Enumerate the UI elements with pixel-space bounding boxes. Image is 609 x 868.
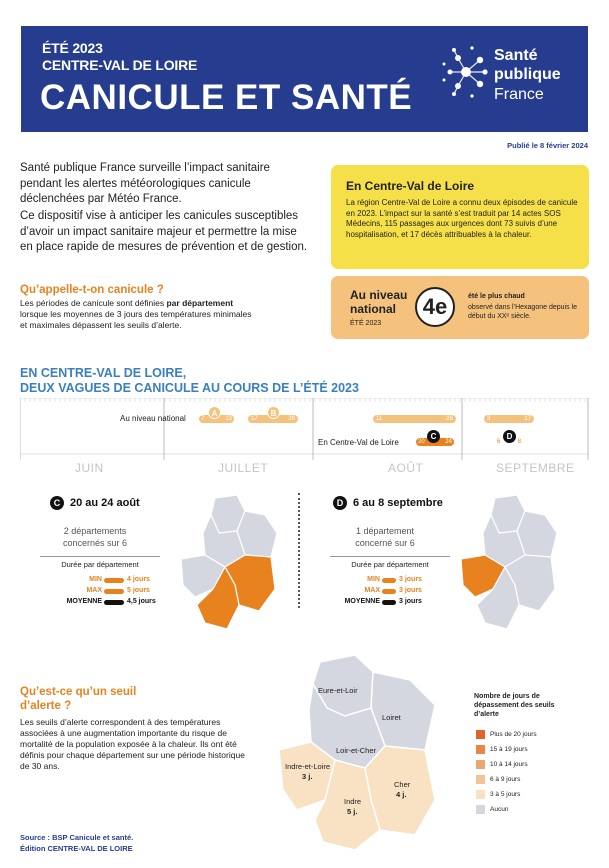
map-label-eure-et-loir: Eure-et-Loir — [318, 686, 358, 695]
month-juin: JUIN — [75, 461, 104, 475]
national-text: observé dans l’Hexagone depuis le début du XXᵉ siècle. — [468, 304, 577, 320]
source-line2: Édition CENTRE-VAL DE LOIRE — [20, 844, 133, 853]
page-title: CANICULE ET SANTÉ — [40, 78, 413, 117]
legend-swatch — [476, 790, 485, 799]
map-label-indre-et-loire: Indre-et-Loire — [285, 762, 331, 771]
wave-c-max-label: MAX — [86, 587, 102, 594]
source-line1: Source : BSP Canicule et santé. — [20, 833, 134, 842]
wave-c-avg-label: MOYENNE — [66, 598, 102, 605]
period-d-start: 6 — [497, 439, 501, 445]
wave-c-duration-title: Durée par département — [61, 560, 139, 569]
legend-swatch — [476, 805, 485, 814]
wave-d-sub1: 1 département — [355, 526, 415, 536]
national-text-bold: été le plus chaud — [468, 293, 525, 300]
intro-paragraph-1: Santé publique France surveille l’impact sanitaire pendant les alertes météorologiques canicule déclenchées par Météo France. — [20, 162, 270, 205]
region-summary-title: En Centre-Val de Loire — [346, 179, 475, 193]
map-days-indre-et-loire: 3 j. — [302, 772, 313, 781]
wave-d-avg-label: MOYENNE — [344, 598, 380, 605]
logo-text-line3: France — [494, 86, 544, 103]
seuil-title-1: Qu’est-ce qu’un seuil — [20, 686, 137, 698]
national-line1: Au niveau — [350, 288, 408, 302]
wave-d-divider — [330, 556, 450, 557]
wave-c-divider — [40, 556, 160, 557]
wave-d-badge: D — [333, 496, 347, 510]
wave-c-avg-value: 4,5 jours — [127, 598, 156, 605]
period-sep-end: 17 — [524, 416, 531, 422]
national-line2: national — [350, 302, 397, 316]
month-septembre: SEPTEMBRE — [496, 461, 575, 475]
legend-swatch — [476, 745, 485, 754]
national-box-heading — [350, 288, 407, 316]
wave-c-sub1: 2 départements — [63, 526, 127, 536]
national-period-aug — [373, 415, 456, 423]
map-legend-title: Nombre de jours de dépassement des seuils d’alerte — [474, 693, 555, 718]
period-d-end: 8 — [517, 439, 521, 445]
month-aout: AOÛT — [388, 461, 424, 475]
def-text-b: par département — [166, 298, 234, 308]
wave-d-avg-value: 3 jours — [399, 598, 422, 605]
legend-label: 15 à 19 jours — [490, 746, 528, 753]
legend-swatch — [476, 730, 485, 739]
published-date: Publié le 8 février 2024 — [507, 141, 588, 150]
map-label-loiret: Loiret — [382, 713, 401, 722]
wave-d-min-bar — [382, 578, 396, 583]
period-a-start: 7 — [201, 416, 205, 422]
legend-label: Aucun — [490, 806, 509, 813]
wave-c-sub2: concernés sur 6 — [62, 538, 128, 548]
wave-d-duration-title: Durée par département — [351, 560, 429, 569]
kicker-season: ÉTÉ 2023 — [42, 40, 103, 56]
region-marker-c: C — [427, 430, 440, 443]
map-label-loir-et-cher: Loir-et-Cher — [336, 746, 377, 755]
waves-divider — [298, 493, 300, 608]
period-c-start: 20 — [418, 439, 425, 445]
logo-text-line2: publique — [494, 66, 561, 83]
intro-paragraph-2: Ce dispositif vise à anticiper les canicules susceptibles d’avoir un impact sanitaire majeur et permettre la mise en place rapide de mesures de prévention et de gestion. — [20, 210, 308, 253]
logo-text-line1: Santé — [494, 47, 538, 64]
spf-logo-icon — [440, 40, 492, 100]
wave-d-avg-bar — [382, 600, 396, 605]
def-text-c: lorsque les moyennes de 3 jours des températures minimales et maximales dépassent les seuils d’alerte. — [20, 309, 252, 330]
wave-c-map — [175, 493, 285, 633]
wave-d-max-label: MAX — [364, 587, 380, 594]
wave-d-map — [455, 493, 565, 633]
wave-c-min-label: MIN — [89, 576, 102, 583]
national-rank: 4e — [422, 294, 448, 319]
national-marker-b: B — [267, 406, 280, 419]
wave-d-title: 6 au 8 septembre — [353, 497, 443, 509]
map-label-indre: Indre — [344, 797, 362, 806]
wave-d-max-value: 3 jours — [399, 587, 422, 594]
map-label-cher: Cher — [394, 780, 411, 789]
wave-c-min-value: 4 jours — [127, 576, 150, 583]
wave-d-max-bar — [382, 589, 396, 594]
national-marker-a: A — [208, 406, 221, 419]
timeline-axis — [20, 398, 589, 460]
legend-label: 3 à 5 jours — [490, 791, 521, 798]
wave-c-max-bar — [104, 589, 124, 594]
legend-swatch — [476, 775, 485, 784]
wave-c-max-value: 5 jours — [127, 587, 150, 594]
wave-c-summary — [40, 525, 150, 549]
wave-d-min-value: 3 jours — [399, 576, 422, 583]
period-b-start: 17 — [251, 416, 258, 422]
map-days-cher: 4 j. — [396, 790, 407, 799]
timeline-national-label: Au niveau national — [120, 414, 186, 423]
national-year: ÉTÉ 2023 — [350, 320, 382, 327]
wave-c-badge: C — [50, 496, 64, 510]
wave-d-sub2: concerné sur 6 — [355, 538, 415, 548]
canicule-definition-title: Qu’appelle-t-on canicule ? — [20, 284, 164, 296]
legend-swatch — [476, 760, 485, 769]
month-juillet: JUILLET — [218, 461, 269, 475]
period-a-end: 13 — [225, 416, 232, 422]
wave-d-min-label: MIN — [367, 576, 380, 583]
map-days-indre: 5 j. — [347, 807, 358, 816]
period-sep-start: 3 — [487, 416, 491, 422]
seuil-text: Les seuils d’alerte correspondent à des températures associées à une augmentation importante du risque de mortalité de la population exposée à la chaleur. Ils ont été définis pour chaque département sur une période historique de 30 ans. — [20, 717, 245, 771]
legend-label: Plus de 20 jours — [490, 731, 537, 738]
wave-c-title: 20 au 24 août — [70, 497, 140, 509]
legend-label: 6 à 9 jours — [490, 776, 521, 783]
wave-c-avg-bar — [104, 600, 124, 605]
region-summary-text: La région Centre-Val de Loire a connu deux épisodes de canicule en 2023. L’impact sur la santé s’est traduit par 14 actes SOS Médecins, 115 passages aux urgences dont 73 suivis d’une hospitalisation, et 17 décès attribuables à la chaleur. — [346, 198, 578, 239]
source — [20, 832, 133, 854]
national-rank-badge — [415, 287, 455, 327]
period-aug-end: 26 — [446, 416, 453, 422]
canicule-definition-text — [20, 298, 260, 331]
timeline-title-2: DEUX VAGUES DE CANICULE AU COURS DE L’ÉTÉ 2023 — [20, 381, 359, 395]
legend-label: 10 à 14 jours — [490, 761, 528, 768]
wave-c-min-bar — [104, 578, 124, 583]
timeline-region-label: En Centre-Val de Loire — [318, 438, 399, 447]
national-period-sep — [484, 415, 534, 423]
def-text-a: Les périodes de canicule sont définies — [20, 298, 167, 308]
period-c-end: 24 — [445, 439, 452, 445]
timeline-title-1: EN CENTRE-VAL DE LOIRE, — [20, 366, 187, 380]
seuil-title-2: d’alerte ? — [20, 700, 72, 712]
wave-d-summary — [330, 525, 440, 549]
kicker-region: CENTRE-VAL DE LOIRE — [42, 57, 198, 73]
header-kicker — [42, 40, 197, 74]
region-marker-d: D — [503, 430, 516, 443]
period-b-end: 26 — [288, 416, 295, 422]
period-aug-start: 11 — [376, 416, 383, 422]
